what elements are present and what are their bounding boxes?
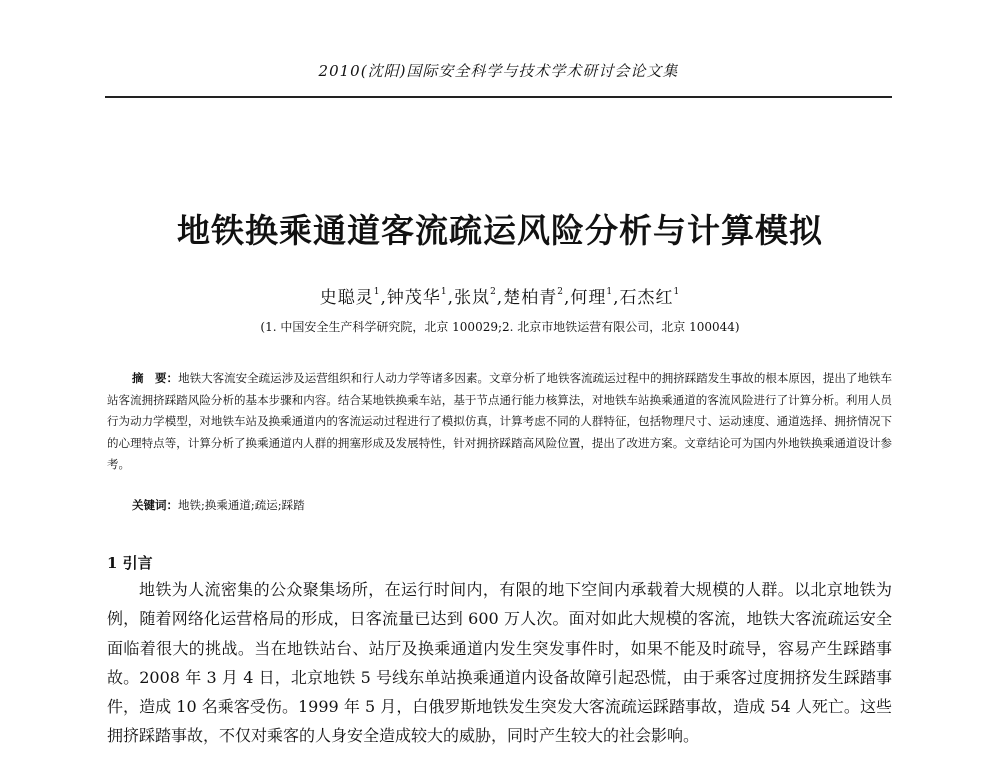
keywords-label: 关键词： [132, 498, 178, 512]
keywords [107, 497, 892, 513]
author: 石杰红$^1$ [619, 287, 681, 308]
author: 钟茂华$^1$ [386, 287, 448, 308]
paper-title: 地铁换乘通道客流疏运风险分析与计算模拟 [177, 211, 823, 250]
abstract [107, 368, 892, 476]
affiliation: (1. 中国安全生产科学研究院，北京 100029;2. 北京市地铁运营有限公司，北京 100044) [260, 320, 740, 334]
section-heading: 1 引言 [107, 554, 153, 572]
author-list: 史聪灵$^1$,钟茂华$^1$,张岚$^2$,楚柏青$^2$,何理$^1$,石杰红$^1$ [319, 287, 681, 308]
author: 何理$^1$ [570, 287, 614, 308]
author: 史聪灵$^1$ [319, 287, 381, 308]
author: 张岚$^2$ [454, 287, 497, 308]
intro-paragraph: 地铁为人流密集的公众聚集场所，在运行时间内，有限的地下空间内承载着大规模的人群。以北京地铁为例，随着网络化运营格局的形成，日客流量已达到 600 万人次。面对如此大规模的客流，地铁大客流疏运安全面临着很大的挑战。当在地铁站台、站厅及换乘通道内发生突发事件时，如果不能及时疏导，容易产生踩踏事故。2008 年 3 月 4 日，北京地铁 5 号线东单站换乘通道内设备故障引起恐慌，由于乘客过度拥挤发生踩踏事件，造成 10 名乘客受伤。1999 年 5 月，白俄罗斯地铁发生突发大客流疏运踩踏事故，造成 54 人死亡。这些拥挤踩踏事故，不仅对乘客的人身安全造成较大的威胁，同时产生较大的社会影响。 [107, 580, 892, 746]
running-header: 2010(沈阳)国际安全科学与技术学术研讨会论文集 [318, 62, 679, 80]
keywords-text: 地铁;换乘通道;疏运;踩踏 [178, 498, 305, 512]
header-rule [105, 96, 892, 98]
author: 楚柏青$^2$ [503, 287, 564, 308]
abstract-text: 地铁大客流安全疏运涉及运营组织和行人动力学等诸多因素。文章分析了地铁客流疏运过程中的拥挤踩踏发生事故的根本原因，提出了地铁车站客流拥挤踩踏风险分析的基本步骤和内容。结合某地铁换乘车站，基于节点通行能力核算法，对地铁车站换乘通道的客流风险进行了计算分析。利用人员行为动力学模型，对地铁车站及换乘通道内的客流运动过程进行了模拟仿真，计算考虑不同的人群特征，包括物理尺寸、运动速度、通道选择、拥挤情况下的心理特点等，计算分析了换乘通道内人群的拥塞形成及发展特性，针对拥挤踩踏高风险位置，提出了改进方案。文章结论可为国内外地铁换乘通道设计参考。 [107, 371, 892, 471]
abstract-label: 摘 要： [132, 371, 179, 385]
